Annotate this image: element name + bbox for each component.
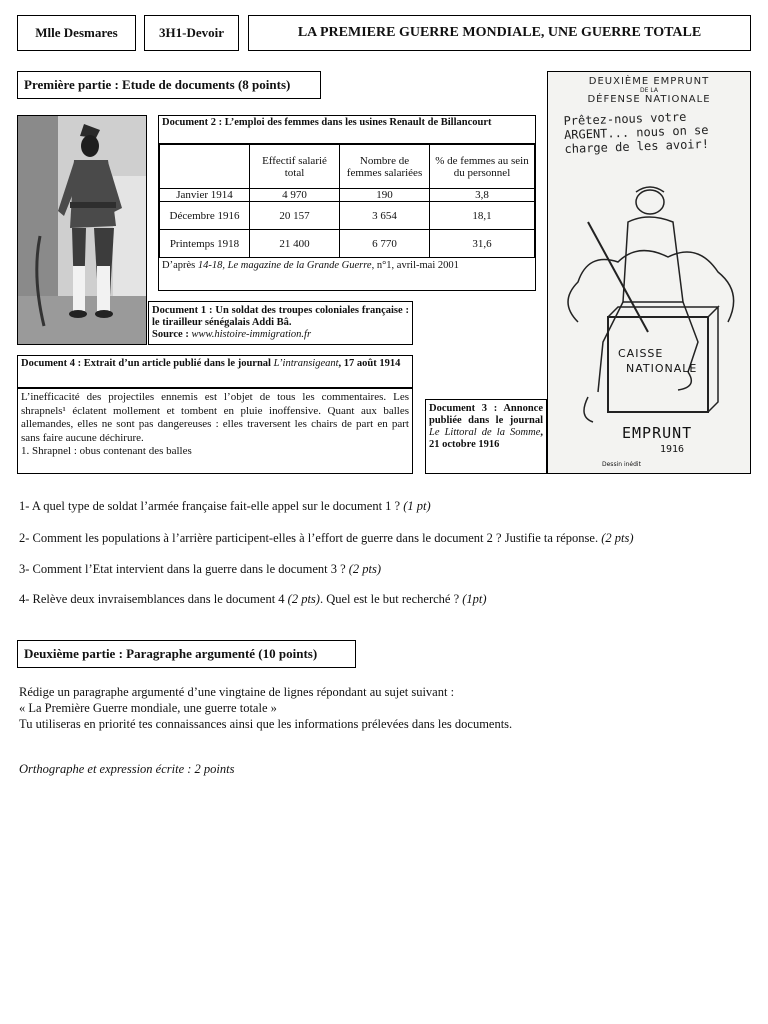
poster-line3: DÉFENSE NATIONALE [587,94,711,105]
title-box [248,15,751,51]
table-cell: 3 654 [340,202,430,230]
doc1-caption [148,301,413,345]
part2-line1: Rédige un paragraphe argumenté d’une vingtaine de lignes répondant au sujet suivant : [19,685,455,699]
doc3-date: , 21 octobre 1916 [429,427,543,450]
doc1-source-link[interactable]: www.histoire-immigration.fr [191,329,312,340]
table-header-cell [160,145,250,189]
doc1-photo [17,115,147,345]
table-row [160,202,535,230]
poster-year: 1916 [660,444,685,455]
table-cell: 21 400 [250,230,340,258]
question-points: (2 pts) [601,531,634,545]
question-text: 2- Comment les populations à l’arrière participent-elles à l’effort de guerre dans le document 2 ? Justifie ta réponse. [19,531,602,545]
table-cell: 18,1 [430,202,535,230]
table-row [160,189,535,202]
question-4 [19,592,487,607]
soldier-photo-image [18,116,147,345]
doc4-title-box [17,355,413,388]
table-cell: 31,6 [430,230,535,258]
table-cell: Décembre 1916 [160,202,250,230]
table-cell: 3,8 [430,189,535,202]
question-points: (1 pt) [403,499,431,513]
class-box [144,15,239,51]
question-1 [19,499,431,514]
table-header-cell: Nombre de femmes salariées [340,145,430,189]
part1-title: Première partie : Etude de documents (8 points) [24,77,291,92]
poster-dessin: Dessin inédit [602,461,641,468]
page-title: LA PREMIERE GUERRE MONDIALE, UNE GUERRE TOTALE [297,25,702,40]
question-text: 4- Relève deux invraisemblances dans le document 4 [19,592,288,606]
poster-slogan3: charge de les avoir! [564,136,710,156]
doc3-poster [547,71,751,474]
question-points-2: (1pt) [462,592,487,606]
doc4-journal: L’intransigeant [273,358,339,369]
table-cell: Janvier 1914 [160,189,250,202]
part2-title-box [17,640,356,668]
table-header-cell: % de femmes au sein du personnel [430,145,535,189]
question-3 [19,562,381,577]
table-cell: 6 770 [340,230,430,258]
doc2-source [159,258,535,274]
part1-title-box [17,71,321,99]
table-header-row [160,145,535,189]
teacher-name: Mlle Desmares [35,25,118,40]
poster-emprunt: EMPRUNT [622,424,693,442]
doc1-source-line [152,329,409,341]
doc3-caption [425,399,547,474]
table-header-cell: Effectif salarié total [250,145,340,189]
question-points: (2 pts) [348,562,382,576]
doc2-source-title: 14-18, Le magazine de la Grande Guerre [197,260,372,271]
spelling-note: Orthographe et expression écrite : 2 points [19,762,235,776]
part2-instructions [19,684,512,732]
question-text: 3- Comment l’Etat intervient dans la guerre dans le document 3 ? [19,562,349,576]
poster-slogan1: Prêtez-nous votre [563,109,687,128]
table-cell: 190 [340,189,430,202]
teacher-name-box [17,15,136,51]
doc4-text-box [17,388,413,474]
doc2-container [158,115,536,291]
doc2-title [159,116,535,144]
table-cell: 4 970 [250,189,340,202]
part2-line3: Tu utiliseras en priorité tes connaissances ainsi que les informations prélevées dans les documents. [19,717,513,731]
question-points: (2 pts) [287,592,320,606]
part2-subject: « La Première Guerre mondiale, une guerre totale » [19,701,277,715]
poster-line1: DEUXIÈME EMPRUNT [588,76,710,87]
question-text: 1- A quel type de soldat l’armée française fait-elle appel sur le document 1 ? [19,499,404,513]
poster-line2: DE LA [640,87,658,94]
doc4-date: , 17 août 1914 [338,358,401,369]
doc1-source-label: Source : [152,329,192,340]
table-row [160,230,535,258]
doc4-footnote: 1. Shrapnel : obus contenant des balles [21,445,192,457]
poster-slogan2: ARGENT... nous on se [563,122,709,142]
class-label: 3H1-Devoir [159,25,224,40]
doc1-caption-text: Document 1 : Un soldat des troupes coloniales française : le tirailleur sénégalais Addi Bâ. [152,305,409,328]
poster-caisse: CAISSE [618,347,664,360]
doc2-source-suffix: , n°1, avril-mai 2001 [371,260,459,271]
question-text-2: . Quel est le but recherché ? [319,592,463,606]
poster-nationale: NATIONALE [626,362,698,375]
table-cell: 20 157 [250,202,340,230]
doc2-source-prefix: D’après [162,260,198,271]
doc2-title-text: Document 2 : L’emploi des femmes dans les usines Renault de Billancourt [162,117,492,128]
part2-title: Deuxième partie : Paragraphe argumenté (10 points) [24,646,318,661]
doc4-title: Document 4 : Extrait d’un article publié dans le journal [21,358,274,369]
doc3-journal: Le Littoral de la Somme [429,427,541,438]
doc3-caption-title: Document 3 : Annonce publiée dans le journal [429,403,543,426]
question-2 [19,531,634,546]
doc4-text: L’inefficacité des projectiles ennemis est l’objet de tous les commentaires. Les shrapnels¹ éclatent mollement et tombent en pluie inoffensive. Quant aux balles allemandes, elles ne sont pas dangereuses : elles traversent les chairs de part en part sans faire aucune déchirure. [21,391,409,444]
table-cell: Printemps 1918 [160,230,250,258]
doc2-table [159,144,535,258]
